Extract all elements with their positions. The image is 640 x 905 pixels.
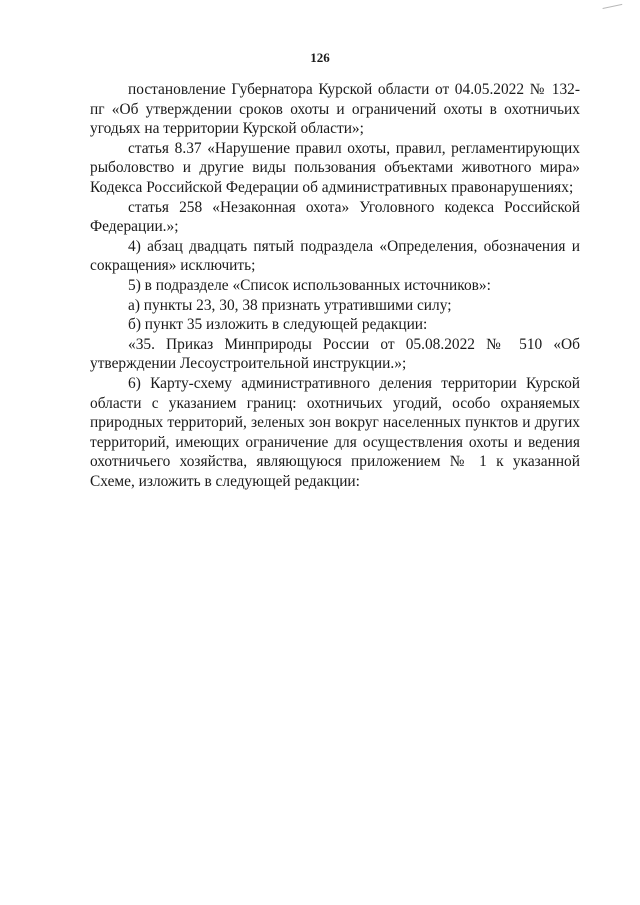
paragraph-item-4: 4) абзац двадцать пятый подраздела «Определения, обозначения и сокращения» исключить; bbox=[90, 237, 580, 275]
paragraph-decree: постановление Губернатора Курской области от 04.05.2022 № 132-пг «Об утверждении сроков охоты и ограничений охоты в охотничьих угодьях на территории Курской области»; bbox=[90, 81, 580, 138]
scan-corner-mark bbox=[602, 0, 623, 9]
page-number: 126 bbox=[310, 50, 330, 65]
paragraph-item-5a: а) пункты 23, 30, 38 признать утратившими силу; bbox=[128, 296, 452, 314]
paragraph-item-5b: б) пункт 35 изложить в следующей редакции: bbox=[128, 316, 428, 334]
paragraph-article-8-37: статья 8.37 «Нарушение правил охоты, правил, регламентирующих рыболовство и другие виды пользования объектами животного мира» Кодекса Российской Федерации об административных правонарушениях; bbox=[90, 139, 580, 196]
paragraph-article-258: статья 258 «Незаконная охота» Уголовного кодекса Российской Федерации.»; bbox=[90, 198, 580, 236]
document-body bbox=[90, 80, 580, 491]
paragraph-source-35: «35. Приказ Минприроды России от 05.08.2022 № 510 «Об утверждении Лесоустроительной инструкции.»; bbox=[90, 335, 580, 373]
paragraph-item-6: 6) Карту-схему административного деления территории Курской области с указанием границ: охотничьих угодий, особо охраняемых природных территорий, зеленых зон вокруг населенных пунктов и других территорий, имеющих ограничение для осуществления охоты и ведения охотничьего хозяйства, являющуюся приложением № 1 к указанной Схеме, изложить в следующей редакции: bbox=[90, 374, 580, 490]
paragraph-item-5: 5) в подразделе «Список использованных источников»: bbox=[128, 276, 491, 294]
